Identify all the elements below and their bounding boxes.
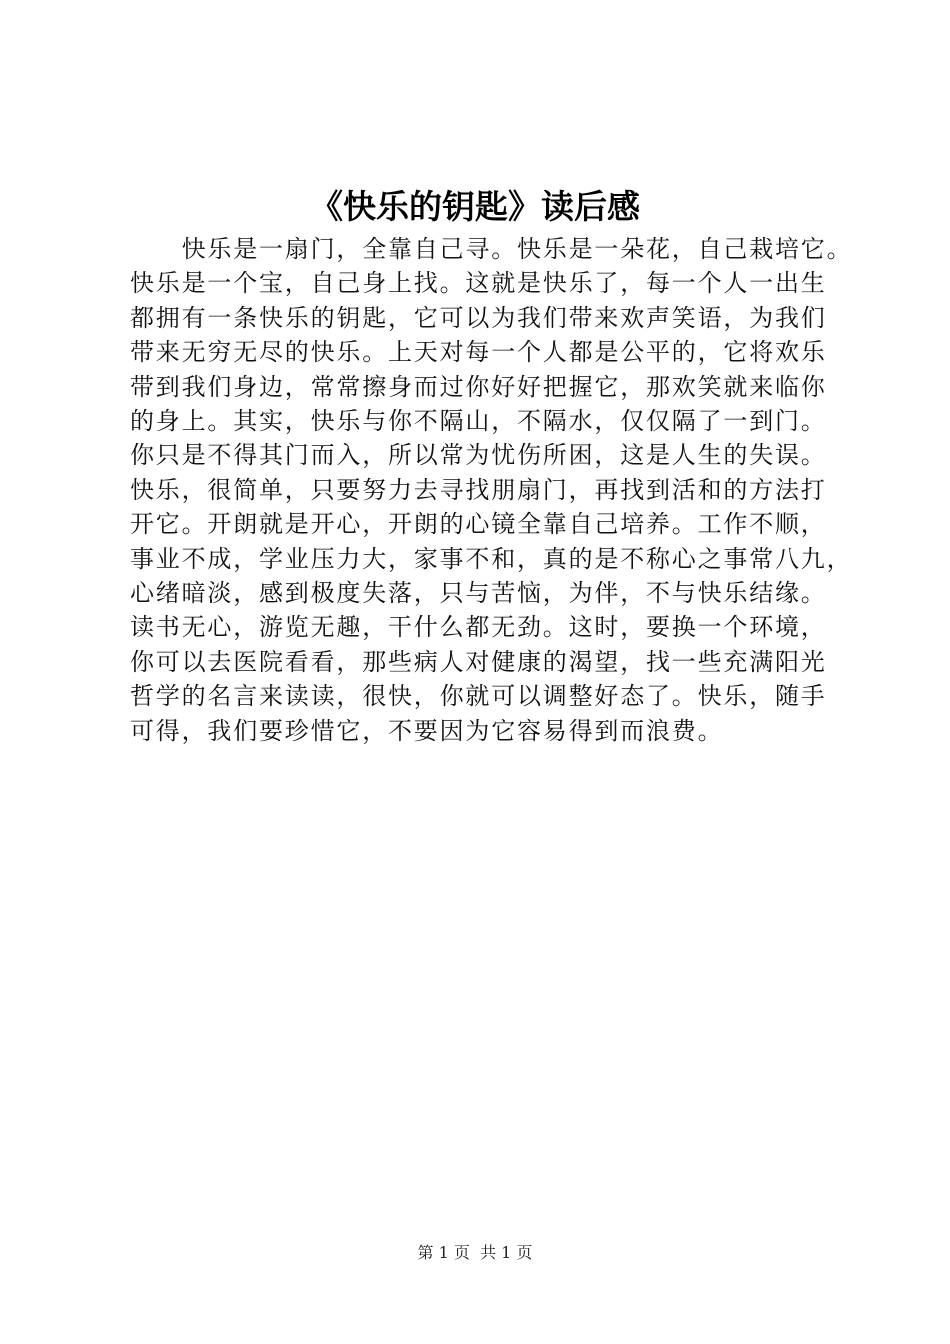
page-number-label: 第 1 页 共 1 页 xyxy=(417,1243,533,1262)
body-line: 读书无心，游览无趣，干什么都无劲。这时，要换一个环境， xyxy=(130,613,827,642)
body-line: 带来无穷无尽的快乐。上天对每一个人都是公平的，它将欢乐 xyxy=(130,338,827,367)
body-line: 带到我们身边，常常擦身而过你好好把握它，那欢笑就来临你 xyxy=(130,372,827,401)
body-line: 你可以去医院看看，那些病人对健康的渴望，找一些充满阳光 xyxy=(130,647,827,676)
body-line: 的身上。其实，快乐与你不隔山，不隔水，仅仅隔了一到门。 xyxy=(130,407,827,436)
body-line: 心绪暗淡，感到极度失落，只与苦恼，为伴，不与快乐结缘。 xyxy=(130,579,827,608)
body-line: 快乐，很简单，只要努力去寻找朋扇门，再找到活和的方法打 xyxy=(130,475,827,504)
body-line: 可得，我们要珍惜它，不要因为它容易得到而浪费。 xyxy=(130,716,724,745)
body-line: 快乐是一扇门，全靠自己寻。快乐是一朵花，自己栽培它。 xyxy=(130,235,853,263)
body-line: 事业不成，学业压力大，家事不和，真的是不称心之事常八九， xyxy=(130,544,853,573)
document-title: 《快乐的钥匙》读后感 xyxy=(310,187,640,226)
body-line: 都拥有一条快乐的钥匙，它可以为我们带来欢声笑语，为我们 xyxy=(130,303,827,332)
page-footer xyxy=(0,1241,950,1265)
body-line: 快乐是一个宝，自己身上找。这就是快乐了，每一个人一出生 xyxy=(130,269,827,298)
body-paragraph xyxy=(130,232,856,748)
body-line: 哲学的名言来读读，很快，你就可以调整好态了。快乐，随手 xyxy=(130,682,827,711)
body-line: 开它。开朗就是开心，开朗的心镜全靠自己培养。工作不顺， xyxy=(130,510,827,539)
body-line: 你只是不得其门而入，所以常为忧伤所困，这是人生的失误。 xyxy=(130,441,827,470)
